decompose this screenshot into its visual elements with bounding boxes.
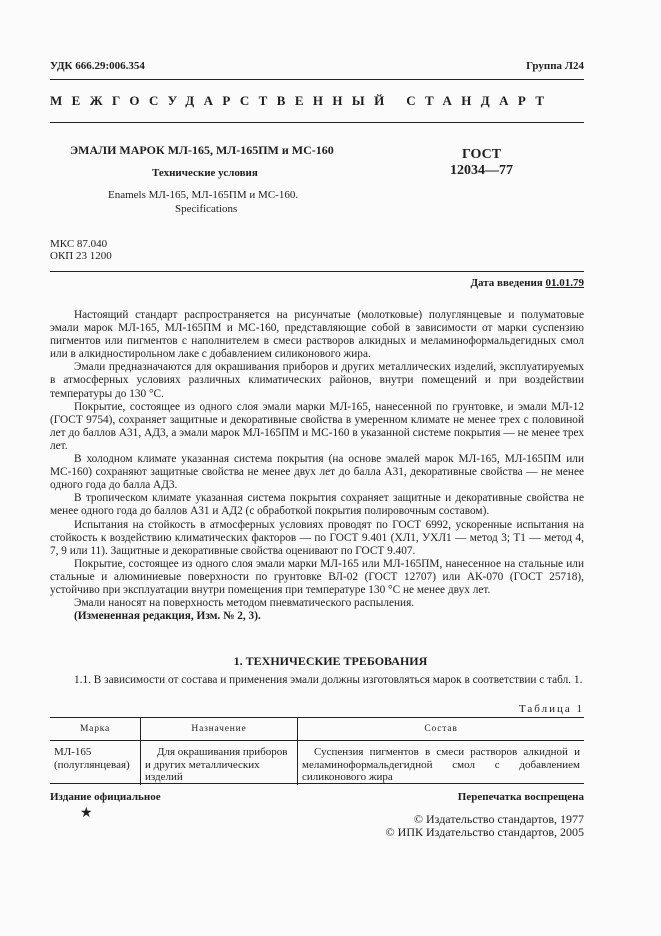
column-header-composition: Состав bbox=[298, 718, 585, 741]
paragraph: Покрытие, состоящее из одного слоя эмали марки МЛ-165, нанесенной по грунтовке, и эмали МЛ-12 (ГОСТ 9754), сохраняет защитные и декоративные свойства в умеренном климате не менее трех с половиной лет до баллов А31, АД3, а эмали марок МЛ-165ПМ и МС-160 в указанной системе покрытия — не менее трех лет. bbox=[50, 400, 584, 452]
english-title-line1: Enamels МЛ-165, МЛ-165ПМ и МС-160. bbox=[108, 189, 299, 201]
section-title: 1. ТЕХНИЧЕСКИЕ ТРЕБОВАНИЯ bbox=[233, 654, 428, 668]
document-title: ЭМАЛИ МАРОК МЛ-165, МЛ-165ПМ и МС-160 bbox=[70, 143, 334, 157]
cell-mark: МЛ-165 (полуглянцевая) bbox=[54, 746, 130, 771]
date-rule bbox=[50, 271, 584, 272]
star-icon: ★ bbox=[80, 806, 93, 821]
copyright-2005: © ИПК Издательство стандартов, 2005 bbox=[385, 825, 584, 839]
header-top-rule bbox=[50, 79, 584, 80]
introduction-date bbox=[470, 277, 584, 289]
paragraph: В тропическом климате указанная система покрытия сохраняет защитные и декоративные свойства не менее одного года до баллов А31 и АД2 (с обработкой покрытия полировочным составом). bbox=[50, 492, 584, 518]
table-1 bbox=[50, 717, 584, 785]
table-number: Таблица 1 bbox=[518, 703, 584, 715]
udk-code: УДК 666.29:006.354 bbox=[50, 60, 145, 72]
paragraph: Испытания на стойкость в атмосферных условиях проводят по ГОСТ 6992, ускоренные испытания на стойкость к воздействию климатических факторов — по ГОСТ 9.401 (ХЛ1, УХЛ1 — метод 3; Т1 — метод 4, 7, 9 или 11). Защитные и декоративные свойства оценивают по ГОСТ 9.407. bbox=[50, 518, 584, 557]
paragraph: Эмали наносят на поверхность методом пневматического распыления. bbox=[74, 597, 415, 610]
paragraph: Настоящий стандарт распространяется на рисунчатые (молотковые) полуглянцевые и полуматовые эмали марок МЛ-165, МЛ-165ПМ и МС-160, представляющие собой в зависимости от марки суспензию пигментов или пигментов с наполнителем в смеси растворов алкидных и меламиноформальдегидных смол или в алкидностирольном лаке с добавлением силиконового жира. bbox=[50, 309, 584, 361]
column-header-mark: Марка bbox=[50, 718, 141, 741]
introduction-date-value: 01.01.79 bbox=[545, 277, 584, 289]
group-code: Группа Л24 bbox=[526, 60, 584, 72]
cell-composition: Суспензия пигментов в смеси растворов алкидной и меламиноформальдегидной смол с добавлением силиконового жира bbox=[298, 741, 585, 786]
gost-label: ГОСТ bbox=[462, 147, 502, 162]
column-header-purpose: Назначение bbox=[141, 718, 298, 741]
paragraph: Покрытие, состоящее из одного слоя эмали марки МЛ-165 или МЛ-165ПМ, нанесенное на стальные или стальные и алюминиевые поверхности по грунтовке ВЛ-02 (ГОСТ 12707) или АК-070 (ГОСТ 25718), устойчиво при эксплуатации внутри помещения при температуре 130 °С не менее двух лет. bbox=[50, 557, 584, 596]
copyright-1977: © Издательство стандартов, 1977 bbox=[413, 812, 584, 826]
paragraph: В холодном климате указанная система покрытия (на основе эмалей марок МЛ-165, МЛ-165ПМ или МС-160) сохраняют защитные свойства не менее двух лет до балла А31, декоративные свойства — не менее одного года до балла АД3. bbox=[50, 453, 584, 492]
clause-1-1 bbox=[50, 674, 584, 687]
official-edition: Издание официальное bbox=[50, 791, 161, 803]
paragraph: Эмали предназначаются для окрашивания приборов и других металлических изделий, эксплуатируемых в атмосферных условиях различных климатических районов, внутри помещений и при воздействии температуры до 130 °С. bbox=[50, 361, 584, 400]
reprint-notice: Перепечатка воспрещена bbox=[457, 791, 584, 803]
mks-code: МКС 87.040 bbox=[50, 238, 108, 250]
clause-text: 1.1. В зависимости от состава и применения эмали должны изготовляться марок в соответствии с табл. 1. bbox=[74, 674, 583, 686]
table-bottom-rule bbox=[50, 783, 584, 784]
introduction-date-label: Дата введения bbox=[470, 277, 543, 289]
gost-number: 12034—77 bbox=[450, 163, 513, 178]
document-subtitle: Технические условия bbox=[152, 167, 258, 179]
table-row bbox=[50, 741, 584, 786]
english-title-line2: Specifications bbox=[175, 203, 238, 215]
cell-purpose: Для окрашивания приборов и других металлических изделий bbox=[141, 741, 298, 786]
okp-code: ОКП 23 1200 bbox=[50, 250, 112, 262]
table-header-row bbox=[50, 718, 584, 741]
header-bottom-rule bbox=[50, 122, 584, 123]
interstate-standard-banner: МЕЖГОСУДАРСТВЕННЫЙ СТАНДАРТ bbox=[50, 93, 554, 108]
body-text bbox=[50, 309, 584, 623]
amendment-note: (Измененная редакция, Изм. № 2, 3). bbox=[74, 610, 261, 623]
